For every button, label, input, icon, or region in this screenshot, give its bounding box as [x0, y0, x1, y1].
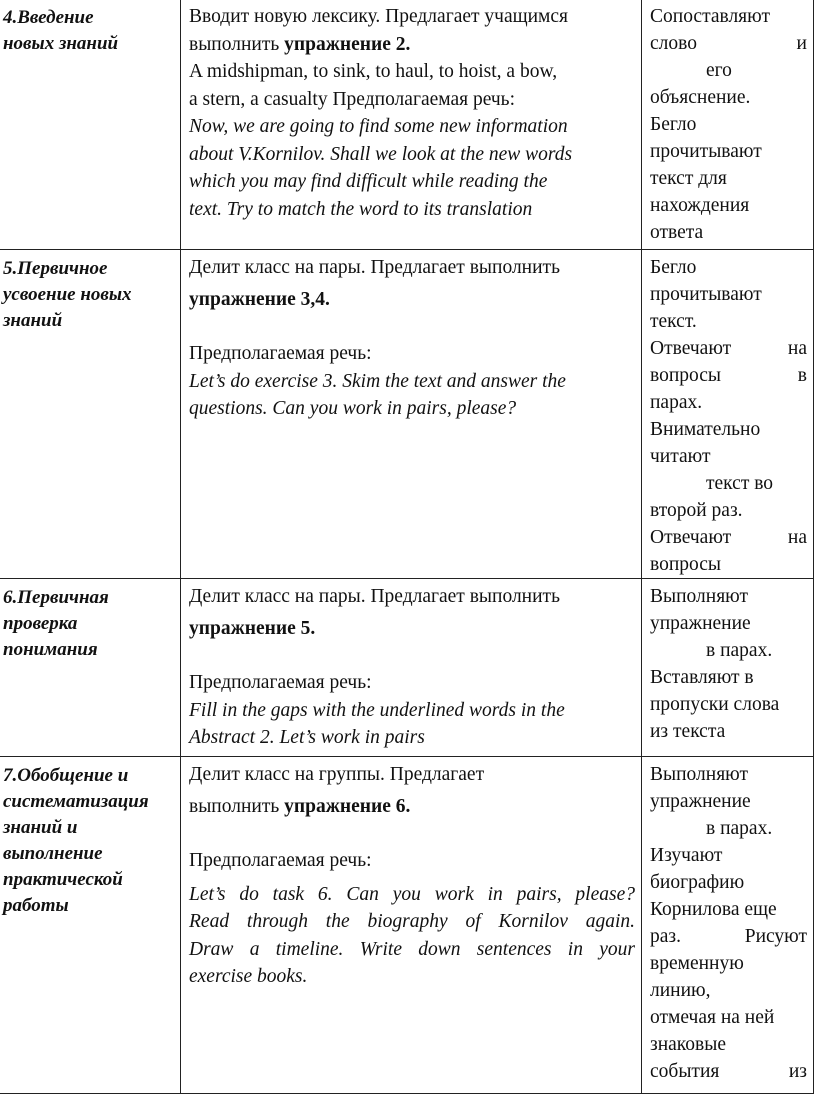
student-text: слово и: [650, 33, 807, 54]
teacher-text: [189, 31, 635, 59]
student-text: Отвечают на: [650, 527, 807, 548]
teacher-text: Делит класс на пары. Предлагает выполнить: [189, 586, 560, 607]
student-text: биографию: [650, 872, 745, 893]
speech-label: Предполагаемая речь:: [189, 672, 372, 693]
exercise-ref: упражнение 3,4.: [189, 288, 330, 310]
stage-cell: [0, 579, 181, 757]
student-text: Сопоставляют: [650, 6, 770, 27]
stage-cell: [0, 757, 181, 1094]
stage-title: усвоение новых: [3, 284, 132, 305]
teacher-text-plain: выполнить: [189, 33, 285, 55]
student-activity-cell: [642, 757, 814, 1094]
stage-title: 4.Введение: [3, 7, 94, 28]
student-text: временную: [650, 953, 744, 974]
teacher-activity-cell: [181, 579, 642, 757]
teacher-text: Делит класс на пары. Предлагает выполнить: [189, 257, 560, 278]
stage-title: проверка: [3, 613, 78, 634]
expected-speech: about V.Kornilov. Shall we look at the new words: [189, 143, 573, 165]
student-text: второй раз.: [650, 500, 743, 521]
stage-title: знаний: [3, 310, 63, 331]
student-text: Корнилова еще: [650, 899, 777, 920]
expected-speech: Now, we are going to find some new information: [189, 116, 568, 137]
exercise-ref: упражнение 5.: [189, 617, 316, 639]
student-text: Вставляют в: [650, 667, 754, 688]
stage-title: знаний и: [3, 817, 78, 838]
student-text: вопросы в: [650, 365, 807, 386]
student-text: в парах.: [706, 640, 773, 661]
stage-cell: [0, 250, 181, 579]
student-activity-cell: [642, 0, 814, 250]
expected-speech: Read through the biography of Kornilov again.: [189, 911, 635, 932]
student-text: раз. Рисуют: [650, 926, 807, 947]
student-text: текст.: [650, 311, 697, 332]
student-text: из текста: [650, 721, 726, 742]
stage-title: понимания: [3, 639, 98, 660]
student-text: объяснение.: [650, 87, 751, 108]
student-text: линию,: [650, 980, 711, 1001]
vocabulary-list: A midshipman, to sink, to haul, to hoist, a bow,: [189, 61, 558, 82]
student-text: знаковые: [650, 1034, 726, 1055]
expected-speech: Abstract 2. Let’s work in pairs: [189, 727, 425, 748]
student-text: Бегло: [650, 257, 697, 278]
student-activity-cell: [642, 579, 814, 757]
expected-speech: exercise books.: [189, 966, 308, 987]
stage-title: практической: [3, 869, 123, 890]
student-text: отмечая на ней: [650, 1007, 775, 1028]
student-text: Выполняют: [650, 764, 749, 785]
student-text: его: [706, 60, 732, 81]
student-text: упражнение: [650, 613, 751, 634]
stage-title: работы: [3, 895, 69, 916]
table-row: [0, 579, 814, 757]
expected-speech: Let’s do task 6. Can you work in pairs, please?: [189, 883, 635, 905]
student-text: текст для: [650, 168, 727, 189]
teacher-activity-cell: [181, 250, 642, 579]
expected-speech: Draw a timeline. Write down sentences in your: [189, 938, 635, 960]
expected-speech: questions. Can you work in pairs, please?: [189, 398, 517, 419]
student-text: прочитывают: [650, 284, 762, 305]
stage-cell: [0, 0, 181, 250]
expected-speech: Fill in the gaps with the underlined words in the: [189, 699, 565, 721]
student-text: в парах.: [706, 818, 773, 839]
teacher-text: a stern, a casualty Предполагаемая речь:: [189, 88, 515, 110]
student-text: Изучают: [650, 845, 723, 866]
table-row: [0, 0, 814, 250]
student-text: прочитывают: [650, 141, 762, 162]
stage-title: новых знаний: [3, 33, 119, 54]
student-text: Выполняют: [650, 586, 749, 607]
student-text: читают: [650, 446, 711, 467]
student-activity-cell: [642, 250, 814, 579]
expected-speech: which you may find difficult while reading the: [189, 171, 548, 192]
table-row: [0, 250, 814, 579]
stage-title: выполнение: [3, 843, 103, 864]
student-text: текст во: [706, 473, 774, 494]
exercise-ref: упражнение 2.: [284, 33, 411, 55]
teacher-activity-cell: [181, 757, 642, 1094]
table-row: [0, 757, 814, 1094]
student-text: нахождения: [650, 195, 750, 216]
speech-label: Предполагаемая речь:: [189, 343, 372, 364]
stage-title: 5.Первичное: [3, 258, 108, 279]
teacher-text: [189, 793, 635, 821]
expected-speech: text. Try to match the word to its translation: [189, 198, 533, 220]
teacher-text: Делит класс на группы. Предлагает: [189, 764, 485, 785]
stage-title: 6.Первичная: [3, 587, 109, 608]
expected-speech: Let’s do exercise 3. Skim the text and answer the: [189, 370, 566, 392]
teacher-text-plain: выполнить: [189, 795, 285, 817]
student-text: вопросы: [650, 554, 722, 575]
student-text: события из: [650, 1061, 807, 1082]
student-text: ответа: [650, 222, 704, 243]
teacher-text: Вводит новую лексику. Предлагает учащимся: [189, 6, 569, 27]
stage-title: 7.Обобщение и: [3, 765, 129, 786]
student-text: пропуски слова: [650, 694, 780, 715]
speech-label: Предполагаемая речь:: [189, 850, 372, 871]
student-text: парах.: [650, 392, 703, 413]
teacher-activity-cell: [181, 0, 642, 250]
student-text: Внимательно: [650, 419, 761, 440]
exercise-ref: упражнение 6.: [284, 795, 411, 817]
student-text: Отвечают на: [650, 338, 807, 359]
stage-title: систематизация: [3, 791, 149, 812]
student-text: упражнение: [650, 791, 751, 812]
student-text: Бегло: [650, 114, 697, 135]
